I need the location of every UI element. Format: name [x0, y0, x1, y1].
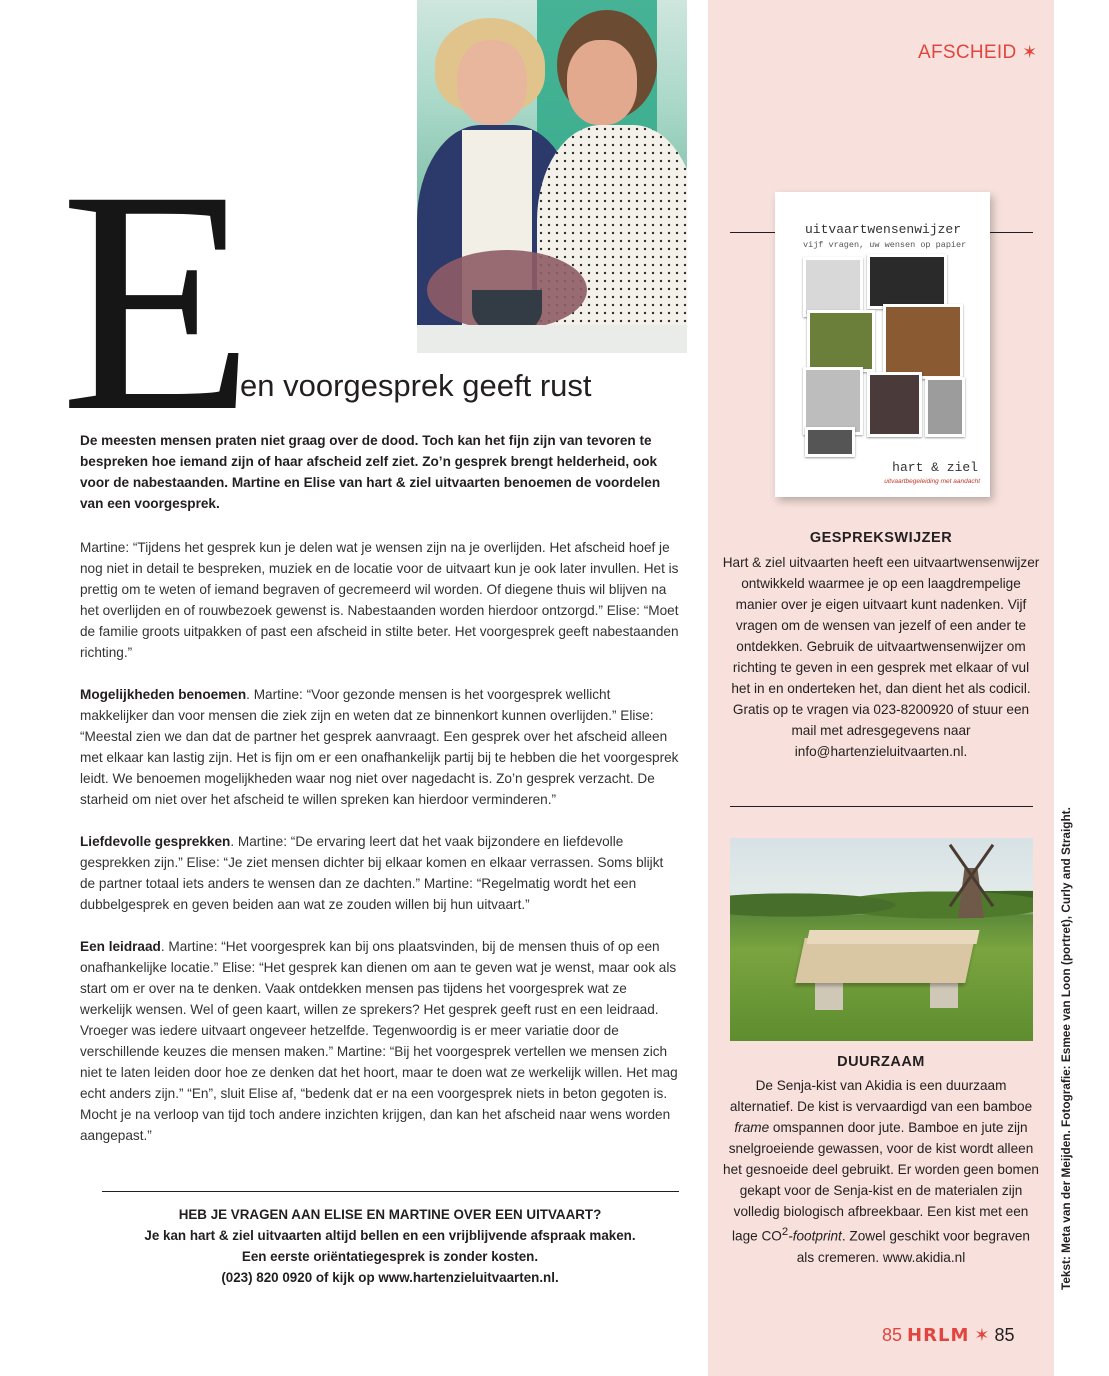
article-headline: en voorgesprek geeft rust — [240, 368, 592, 403]
article-body — [80, 537, 680, 1167]
sidebar-text-duurzaam — [722, 1075, 1040, 1268]
call-to-action — [80, 1204, 700, 1288]
duurzaam-text-c: . Zowel geschikt voor begraven als cremeren. www.akidia.nl — [796, 1228, 1030, 1265]
cta-line-1: HEB JE VRAGEN AAN ELISE EN MARTINE OVER EEN UITVAART? — [178, 1207, 602, 1222]
section-tag — [918, 42, 1037, 64]
sidebar-heading-gesprekswijzer: GESPREKSWIJZER — [809, 530, 953, 546]
star-icon: ✶ — [1022, 42, 1038, 62]
paragraph-2-text: . Martine: “Voor gezonde mensen is het voorgesprek wellicht makkelijker dan voor mensen die ziek zijn en weten dat ze binnenkort kunnen overlijden.” Elise: “Meestal zien we dan dat de partner het gesprek aanvraagt. Een gesprek over het afscheid alleen met elkaar kan lastig zijn. Het is fijn om er een onafhankelijk partij bij te hebben die het voorgesprek leidt. We benoemen mogelijkheden waar nog niet over nagedacht is. Zo’n gesprek verzacht. De starheid om niet over het afscheid te willen spreken kan hierdoor verminderen.” — [80, 687, 679, 807]
duurzaam-text-footprint: -footprint — [788, 1228, 842, 1244]
page-number-right: 85 — [994, 1325, 1015, 1345]
photo-credit: Tekst: Meta van der Meijden. Fotografie: Esmee van Loon (portret), Curly and Straight. — [1059, 807, 1073, 1290]
sidebar-text-gesprekswijzer: Hart & ziel uitvaarten heeft een uitvaartwensenwijzer ontwikkeld waarmee je op een laagdrempelige manier over je eigen uitvaart kunt nadenken. Vijf vragen om de wensen van jezelf of een ander te ontdekken. Gebruik de uitvaartwensenwijzer om richting te geven in een gesprek met elkaar of vul het in en onderteken het, dan dient het als codicil. Gratis op te vragen via 023-8200920 of stuur een mail met adresgegevens naar info@hartenzieluitvaarten.nl. — [722, 555, 1040, 759]
cta-line-3: Een eerste oriëntatiegesprek is zonder kosten. — [241, 1249, 539, 1264]
duurzaam-text-italic: frame — [734, 1120, 770, 1135]
brochure-subtitle: vijf vragen, uw wensen op papier — [803, 240, 967, 250]
paragraph-2-lead: Mogelijkheden benoemen — [80, 687, 247, 702]
page-folio — [882, 1325, 1015, 1346]
brochure-image — [775, 192, 990, 497]
sidebar-divider-middle — [730, 806, 1033, 807]
article-intro: De meesten mensen praten niet graag over de dood. Toch kan het fijn zijn van tevoren te bespreken hoe iemand zijn of haar afscheid zelf ziet. Zo’n gesprek brengt helderheid, ook voor de nabestaanden. Martine en Elise van hart & ziel uitvaarten benoemen de voordelen van een voorgesprek. — [80, 433, 661, 511]
magazine-logo: HRLM — [907, 1325, 970, 1346]
paragraph-2 — [80, 684, 680, 810]
portrait-photo — [417, 0, 687, 353]
sidebar-divider-left — [730, 232, 775, 233]
brochure-tagline: uitvaartbegeleiding met aandacht — [884, 478, 980, 485]
cta-line-4: (023) 820 0920 of kijk op www.hartenzieluitvaarten.nl. — [221, 1270, 559, 1285]
coffin-photo — [730, 838, 1033, 1041]
paragraph-3-text: . Martine: “De ervaring leert dat het vaak bijzondere en liefdevolle gesprekken zijn.” Elise: “Je ziet mensen dichter bij elkaar komen en elkaar verrassen. Soms blijkt de partner totaal iets anders te wensen dan ze dachten.” Martine: “Regelmatig wordt het een dubbelgesprek en geven beiden aan wat ze zouden willen bij hun uitvaart.” — [80, 834, 664, 912]
paragraph-3-lead: Liefdevolle gesprekken — [80, 834, 231, 849]
duurzaam-text-b: omspannen door jute. Bamboe en jute zijn snelgroeiende gewassen, voor de kist wordt alleen het gesnoeide deel gebruikt. Er worden geen bomen gekapt voor de Senja-kist en de materialen zijn volledig biologisch afbreekbaar. Een kist met een lage CO — [723, 1120, 1039, 1244]
folio-star-icon: ✶ — [974, 1325, 990, 1345]
duurzaam-text-sup: 2 — [781, 1226, 789, 1238]
page-number-left: 85 — [882, 1325, 903, 1345]
sidebar-divider-right — [990, 232, 1033, 233]
section-label: AFSCHEID — [918, 42, 1017, 63]
drop-cap: E — [60, 125, 251, 477]
paragraph-3 — [80, 831, 680, 915]
paragraph-4-text: . Martine: “Het voorgesprek kan bij ons plaatsvinden, bij de mensen thuis of op een onafhankelijke locatie.” Elise: “Het gesprek kan dienen om aan te geven wat je wenst, maar ook als start om er over na te denken. Vaak ontdekken mensen pas tijdens het voorgesprek wat ze werkelijk wensen. Wel of geen kaart, willen ze sprekers? Het gesprek geeft rust en een leidraad. Vroeger was iedere uitvaart ongeveer hetzelfde. Tegenwoordig is er meer variatie door de verschillende keuzes die mensen maken.” Martine: “Bij het voorgesprek vertellen we mensen zich niet te laten leiden door hoe ze denken dat het hoort, maar te doen wat ze werkelijk willen. Het mag echt anders zijn.” “En”, sluit Elise af, “bedenk dat er na een voorgesprek niets in beton gegoten is. Mocht je na verloop van tijd toch andere inzichten krijgen, dan kan het afscheid naar wens worden aangepast.” — [80, 939, 678, 1143]
paragraph-1: Martine: “Tijdens het gesprek kun je delen wat je wensen zijn na je overlijden. Het afscheid hoef je nog niet in detail te bespreken, muziek en de locatie voor de uitvaart kun je ook later invullen. Het is prettig om te weten of iemand begraven of gecremeerd wil worden. Of diegene thuis wil blijven na het overlijden en of rouwbezoek gewenst is. Nabestaanden worden hierdoor ontzorgd.” Elise: “Moet de familie groots uitpakken of past een afscheid in stilte beter. Het voorgesprek geeft nabestaanden richting.” — [80, 540, 679, 660]
brochure-logo: hart & ziel — [892, 460, 978, 475]
sidebar-heading-duurzaam: DUURZAAM — [837, 1054, 925, 1070]
brochure-title: uitvaartwensenwijzer — [805, 222, 962, 237]
duurzaam-text-a: De Senja-kist van Akidia is een duurzaam alternatief. De kist is vervaardigd van een bamboe — [729, 1078, 1033, 1114]
cta-divider — [102, 1191, 679, 1192]
paragraph-4-lead: Een leidraad — [80, 939, 161, 954]
paragraph-4 — [80, 936, 680, 1146]
cta-line-2: Je kan hart & ziel uitvaarten altijd bellen en een vrijblijvende afspraak maken. — [144, 1228, 636, 1243]
